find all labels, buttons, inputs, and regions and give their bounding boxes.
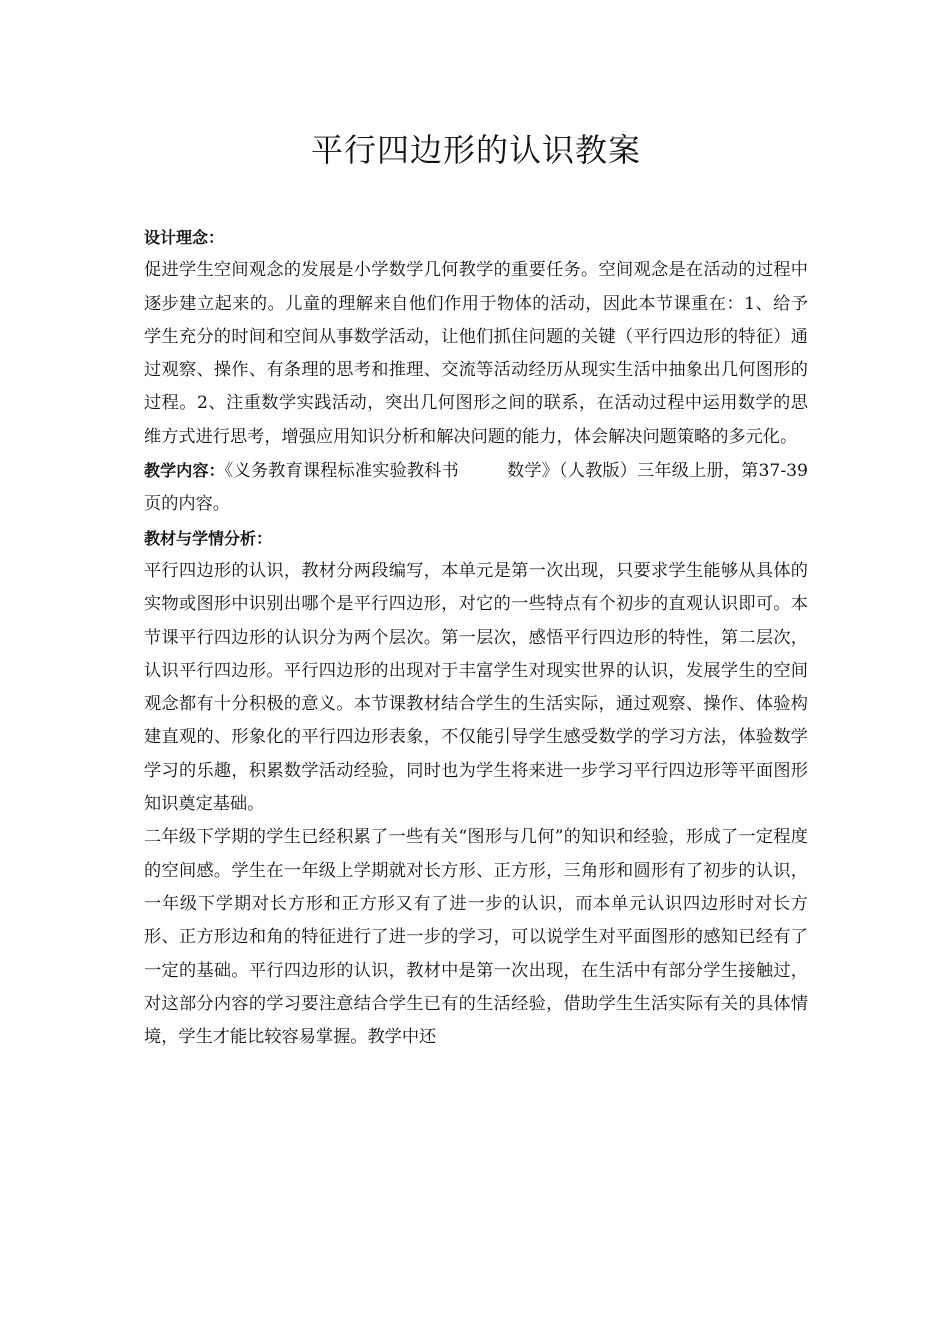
- teaching-content-line: [144, 454, 808, 522]
- material-analysis-paragraph-1: 平行四边形的认识，教材分两段编写，本单元是第一次出现，只要求学生能够从具体的实物或图形中识别出哪个是平行四边形，对它的一些特点有个初步的直观认识即可。本节课平行四边形的认识分为两个层次。第一层次，感悟平行四边形的特性，第二层次，认识平行四边形。平行四边形的出现对于丰富学生对现实世界的认识，发展学生的空间观念都有十分积极的意义。本节课教材结合学生的生活实际，通过观察、操作、体验构建直观的、形象化的平行四边形表象，不仅能引导学生感受数学的学习方法，体验数学学习的乐趣，积累数学活动经验，同时也为学生将来进一步学习平行四边形等平面图形知识奠定基础。: [144, 560, 808, 815]
- document-body: [144, 221, 808, 1054]
- section-heading-design-concept: 设计理念：: [144, 228, 225, 247]
- document-title: 平行四边形的认识教案: [310, 131, 641, 169]
- material-analysis-paragraph-2: 二年级下学期的学生已经积累了一些有关“图形与几何”的知识和经验，形成了一定程度的空间感。学生在一年级上学期就对长方形、正方形，三角形和圆形有了初步的认识，一年级下学期对长方形和正方形又有了进一步的认识，而本单元认识四边形时对长方形、正方形边和角的特征进行了进一步的学习，可以说学生对平面图形的感知已经有了一定的基础。平行四边形的认识，教材中是第一次出现，在生活中有部分学生接触过，对这部分内容的学习要注意结合学生已有的生活经验，借助学生生活实际有关的具体情境，学生才能比较容易掌握。教学中还: [144, 827, 808, 1048]
- teaching-content-text-part1: 《义务教育课程标准实验教科书: [224, 461, 459, 482]
- design-concept-paragraph: 促进学生空间观念的发展是小学数学几何教学的重要任务。空间观念是在活动的过程中逐步建立起来的。儿童的理解来自他们作用于物体的活动，因此本节课重在：1、给予学生充分的时间和空间从事数学活动，让他们抓住问题的关键（平行四边形的特征）通过观察、操作、有条理的思考和推理、交流等活动经历从现实生活中抽象出几何图形的过程。2、注重数学实践活动，突出几何图形之间的联系，在活动过程中运用数学的思维方式进行思考，增强应用知识分析和解决问题的能力，体会解决问题策略的多元化。: [144, 260, 808, 447]
- section-heading-teaching-content: 教学内容：: [144, 461, 225, 481]
- section-heading-material-analysis: 教材与学情分析：: [144, 528, 273, 548]
- teaching-content-text-part2: 数学》（人教版）三年级上册，第37-39页的内容。: [144, 461, 808, 515]
